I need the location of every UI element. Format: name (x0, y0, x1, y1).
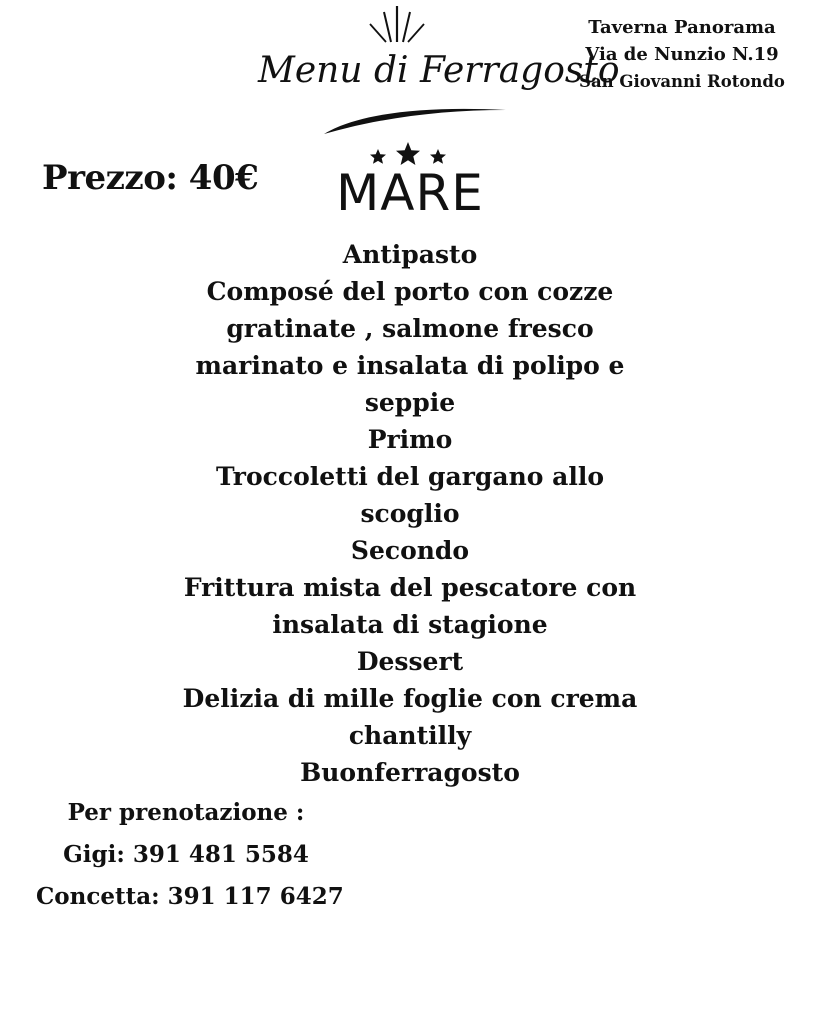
dessert-line: chantilly (348, 721, 472, 750)
primo-heading: Primo (367, 425, 453, 454)
price-label: Prezzo: 40€ (42, 158, 259, 198)
primo-line: Troccoletti del gargano allo (216, 462, 604, 491)
closing-greeting: Buonferragosto (300, 758, 520, 787)
sunburst-rays-icon (362, 2, 432, 46)
section-title: MARE (336, 164, 484, 222)
menu-logo (250, 2, 620, 142)
restaurant-city: San Giovanni Rotondo (579, 72, 785, 91)
swoosh-underline-icon (320, 102, 510, 138)
restaurant-name: Taverna Panorama (588, 17, 776, 38)
dessert-line: Delizia di mille foglie con crema (182, 684, 638, 713)
antipasto-heading: Antipasto (342, 240, 478, 269)
primo-line: scoglio (360, 499, 460, 528)
reservations (36, 792, 344, 918)
reservations-heading: Per prenotazione : (67, 799, 305, 826)
restaurant-info (567, 14, 797, 95)
menu-body (130, 236, 690, 791)
secondo-line: Frittura mista del pescatore con (183, 573, 637, 602)
logo-title: Menu di Ferragosto (258, 50, 620, 91)
secondo-heading: Secondo (350, 536, 470, 565)
contact-gigi: Gigi: 391 481 5584 (63, 841, 309, 868)
antipasto-line: Composé del porto con cozze (206, 277, 614, 306)
secondo-line: insalata di stagione (272, 610, 548, 639)
contact-concetta: Concetta: 391 117 6427 (36, 883, 344, 910)
restaurant-address: Via de Nunzio N.19 (585, 44, 779, 65)
antipasto-line: marinato e insalata di polipo e (195, 351, 625, 380)
antipasto-line: gratinate , salmone fresco (226, 314, 594, 343)
antipasto-line: seppie (364, 388, 456, 417)
dessert-heading: Dessert (356, 647, 464, 676)
